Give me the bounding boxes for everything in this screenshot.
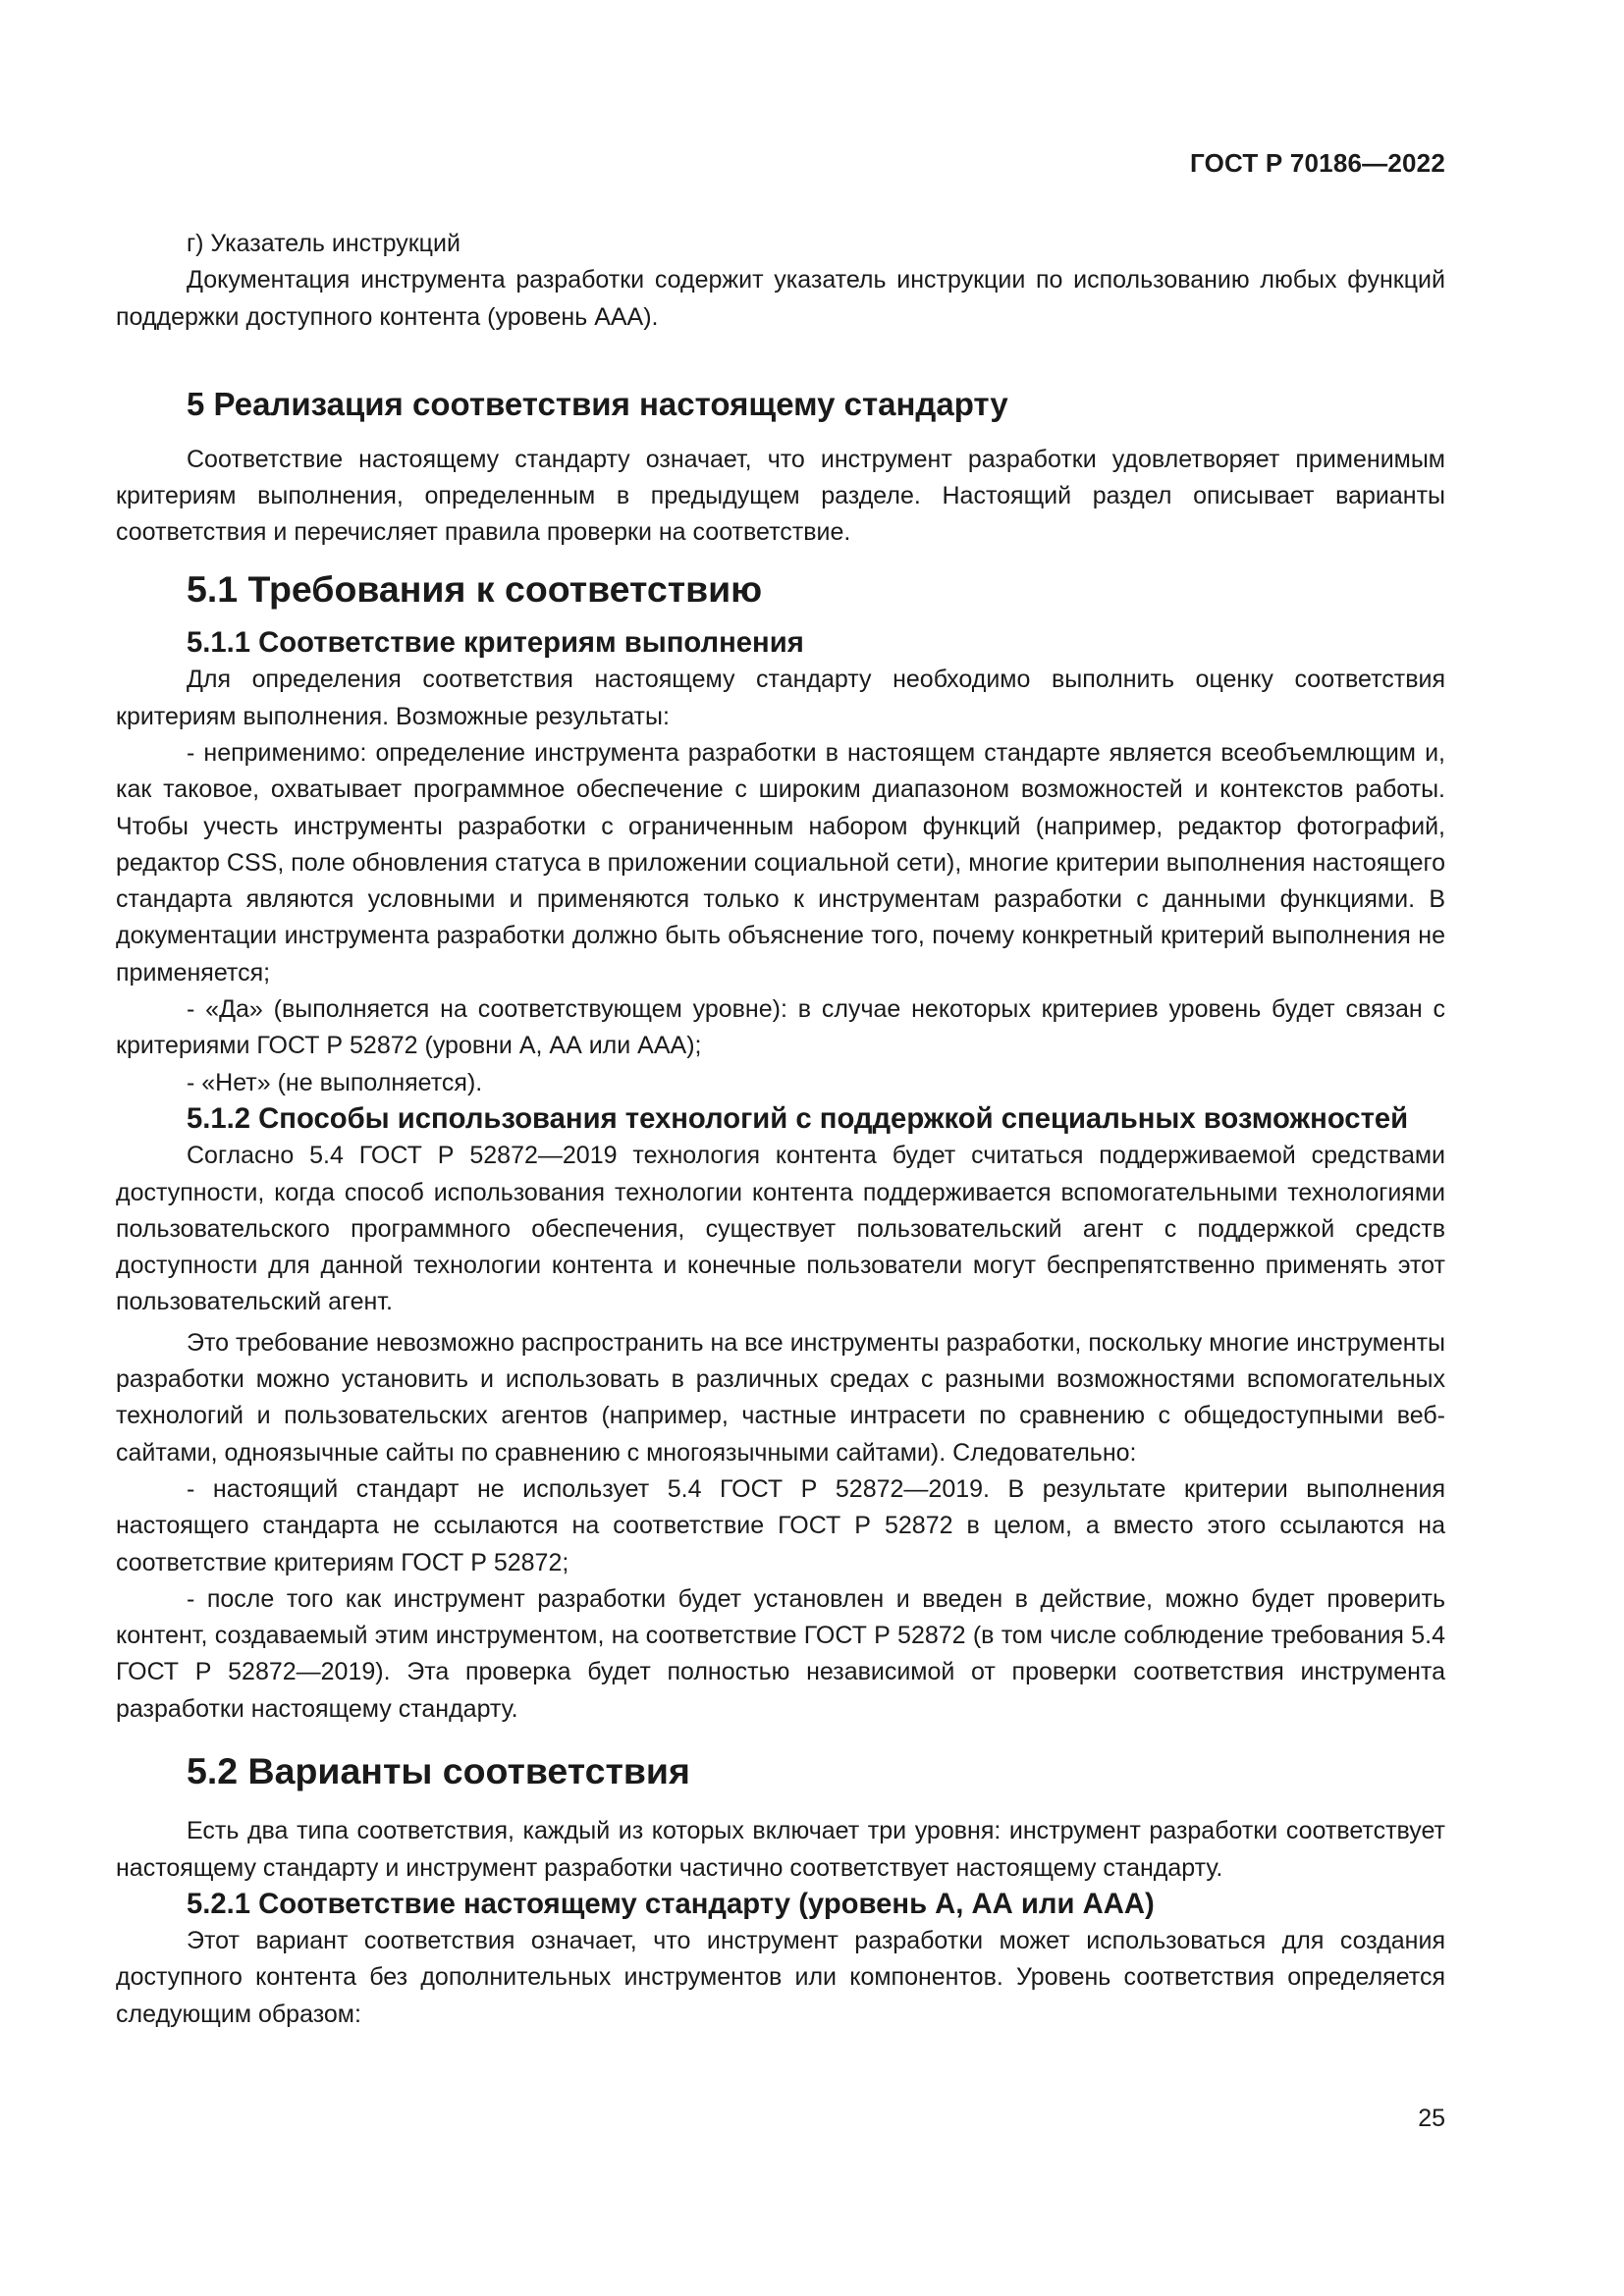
section-5-2-heading: 5.2 Варианты соответствия <box>187 1749 690 1791</box>
list-item: - после того как инструмент разработки будет установлен и введен в действие, можно будет проверить контент, создаваемый этим инструментом, на соответствие ГОСТ Р 52872 (в том числе соблюдение требования 5.4 ГОСТ Р 52872—2019). Эта проверка будет полностью независимой от проверки соответствия инструмента разработки настоящему стандарту. <box>116 1584 1445 1723</box>
list-item: - «Нет» (не выполняется). <box>187 1068 483 1096</box>
document-body <box>116 226 1445 2033</box>
section-5-2-1-heading: 5.2.1 Соответствие настоящему стандарту (уровень А, АА или ААА) <box>187 1888 1155 1920</box>
section-5-2-1-text: Этот вариант соответствия означает, что инструмент разработки может использоваться для создания доступного контента без дополнительных инструментов или компонентов. Уровень соответствия определяется следующим образом: <box>116 1927 1445 2028</box>
section-5-1-2-para-1: Согласно 5.4 ГОСТ Р 52872—2019 технология контента будет считаться поддерживаемой средствами доступности, когда способ использования технологии контента поддерживается вспомогательными технологиями пользовательского программного обеспечения, существует пользовательский агент с поддержкой средств доступности для данной технологии контента и конечные пользователи могут беспрепятственно применять этот пользовательский агент. <box>116 1142 1445 1316</box>
section-5-1-1-intro: Для определения соответствия настоящему стандарту необходимо выполнить оценку соответствия критериям выполнения. Возможные результаты: <box>116 666 1445 730</box>
list-item: - настоящий стандарт не использует 5.4 ГОСТ Р 52872—2019. В результате критерии выполнения настоящего стандарта не ссылаются на соответствие ГОСТ Р 52872 в целом, а вместо этого ссылаются на соответствие критериям ГОСТ Р 52872; <box>116 1474 1445 1576</box>
item-g-title: г) Указатель инструкций <box>187 230 460 257</box>
item-g-text: Документация инструмента разработки содержит указатель инструкции по использованию любых функций поддержки доступного контента (уровень ААА). <box>116 266 1445 331</box>
document-header: ГОСТ Р 70186—2022 <box>1190 148 1445 178</box>
page-number: 25 <box>1418 2105 1445 2132</box>
section-5-1-heading: 5.1 Требования к соответствию <box>187 567 763 610</box>
section-5-2-text: Есть два типа соответствия, каждый из которых включает три уровня: инструмент разработки соответствует настоящему стандарту и инструмент разработки частично соответствует настоящему стандарту. <box>116 1817 1445 1882</box>
section-5-1-2-para-2: Это требование невозможно распространить на все инструменты разработки, поскольку многие инструменты разработки можно установить и использовать в различных средах с разными возможностями вспомогательных технологий и пользовательских агентов (например, частные интрасети по сравнению с общедоступными веб-сайтами, одноязычные сайты по сравнению с многоязычными сайтами). Следовательно: <box>116 1328 1445 1467</box>
section-5-1-1-heading: 5.1.1 Соответствие критериям выполнения <box>187 627 804 660</box>
section-5-heading: 5 Реализация соответствия настоящему стандарту <box>187 385 1008 422</box>
section-5-intro: Соответствие настоящему стандарту означает, что инструмент разработки удовлетворяет применимым критериям выполнения, определенным в предыдущем разделе. Настоящий раздел описывает варианты соответствия и перечисляет правила проверки на соответствие. <box>116 445 1445 547</box>
list-item: - неприменимо: определение инструмента разработки в настоящем стандарте является всеобъемлющим и, как таковое, охватывает программное обеспечение с широким диапазоном возможностей и контекстов работы. Чтобы учесть инструменты разработки с ограниченным набором функций (например, редактор фотографий, редактор CSS, поле обновления статуса в приложении социальной сети), многие критерии выполнения настоящего стандарта являются условными и применяются только к инструментам разработки с данными функциями. В документации инструмента разработки должно быть объяснение того, почему конкретный критерий выполнения не применяется; <box>116 738 1445 987</box>
list-item: - «Да» (выполняется на соответствующем уровне): в случае некоторых критериев уровень будет связан с критериями ГОСТ Р 52872 (уровни А, АА или ААА); <box>116 995 1445 1060</box>
section-5-1-2-heading: 5.1.2 Способы использования технологий с поддержкой специальных возможностей <box>187 1102 1409 1135</box>
